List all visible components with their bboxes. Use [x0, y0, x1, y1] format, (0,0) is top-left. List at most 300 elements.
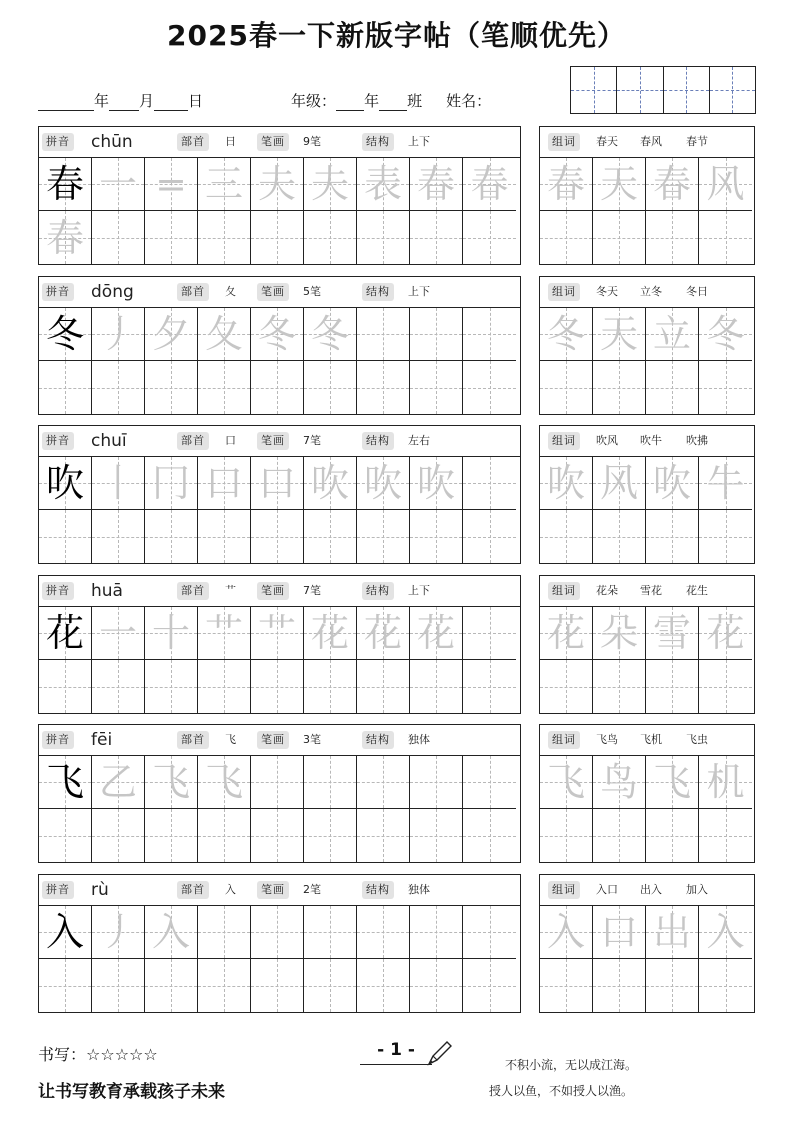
- grid-cell[interactable]: [92, 361, 145, 414]
- grid-cell[interactable]: [145, 959, 198, 1012]
- grid-cell[interactable]: [699, 756, 752, 809]
- grid-cell[interactable]: [39, 756, 92, 809]
- stroke-step-char: 夫: [257, 162, 296, 206]
- grid-cell[interactable]: [410, 660, 463, 713]
- grid-cell[interactable]: [699, 660, 752, 713]
- grid-cell[interactable]: [463, 959, 516, 1012]
- stroke-step-char: 十: [151, 611, 190, 655]
- grid-cell[interactable]: [304, 660, 357, 713]
- structure-value: 上下: [408, 135, 430, 148]
- grid-cell[interactable]: [92, 906, 145, 959]
- pinyin-value: chuī: [91, 431, 127, 451]
- words-block: [539, 425, 755, 564]
- grid-cell[interactable]: [463, 607, 516, 660]
- grid-cell[interactable]: [593, 607, 646, 660]
- grid-cell[interactable]: [593, 211, 646, 264]
- char-section: [38, 425, 754, 564]
- char-section: [38, 575, 754, 714]
- pinyin-tag: 拼音: [42, 133, 74, 151]
- radical-tag: 部首: [177, 432, 209, 450]
- grid-cell[interactable]: [410, 756, 463, 809]
- grid-cell[interactable]: [198, 308, 251, 361]
- grid-cell[interactable]: [540, 660, 593, 713]
- grid-cell[interactable]: [410, 308, 463, 361]
- stroke-step-char: 夂: [204, 312, 243, 356]
- grid-cell[interactable]: [646, 906, 699, 959]
- grid-cell[interactable]: [39, 361, 92, 414]
- strokes-value: 3笔: [303, 733, 321, 746]
- grid-cell[interactable]: [92, 809, 145, 862]
- grid-cell[interactable]: [39, 308, 92, 361]
- strokes-tag: 笔画: [257, 133, 289, 151]
- word-char: 吹: [546, 461, 585, 505]
- page-number: - 1 -: [360, 1040, 432, 1065]
- grid-cell[interactable]: [410, 211, 463, 264]
- char-section: [38, 724, 754, 863]
- pen-icon: [425, 1038, 455, 1068]
- grid-cell[interactable]: [198, 361, 251, 414]
- grid-cell[interactable]: [357, 906, 410, 959]
- grid-cell[interactable]: [540, 959, 593, 1012]
- rating-text: 书写：☆☆☆☆☆: [38, 1045, 158, 1064]
- grid-cell[interactable]: [39, 457, 92, 510]
- stroke-step-char: 乙: [98, 760, 137, 804]
- stroke-step-char: 丿: [98, 910, 137, 954]
- stroke-step-char: 春: [470, 162, 509, 206]
- strokes-value: 5笔: [303, 285, 321, 298]
- radical-tag: 部首: [177, 582, 209, 600]
- grid-cell[interactable]: [251, 756, 304, 809]
- month-blank[interactable]: [109, 94, 139, 111]
- model-char: 入: [45, 910, 84, 954]
- grid-cell[interactable]: [198, 510, 251, 563]
- structure-tag: 结构: [362, 582, 394, 600]
- stroke-step-char: 飞: [151, 760, 190, 804]
- stroke-step-char: 春: [416, 162, 455, 206]
- word-item: 春节: [686, 135, 708, 148]
- grid-cell[interactable]: [145, 457, 198, 510]
- strokes-tag: 笔画: [257, 283, 289, 301]
- grid-cell[interactable]: [357, 959, 410, 1012]
- grid-cell[interactable]: [357, 158, 410, 211]
- stroke-step-char: 丨: [98, 461, 137, 505]
- grid-cell[interactable]: [540, 457, 593, 510]
- radical-tag: 部首: [177, 881, 209, 899]
- grid-cell[interactable]: [198, 660, 251, 713]
- words-tag: 组词: [548, 881, 580, 899]
- structure-tag: 结构: [362, 432, 394, 450]
- structure-tag: 结构: [362, 881, 394, 899]
- page-title: 2025春一下新版字帖（笔顺优先）: [167, 19, 626, 52]
- grid-cell[interactable]: [145, 607, 198, 660]
- grid-cell[interactable]: [92, 756, 145, 809]
- grid-cell[interactable]: [699, 906, 752, 959]
- grid-cell[interactable]: [463, 809, 516, 862]
- grid-cell[interactable]: [251, 906, 304, 959]
- grid-cell[interactable]: [251, 809, 304, 862]
- grid-cell[interactable]: [198, 457, 251, 510]
- grid-cell[interactable]: [145, 361, 198, 414]
- word-char: 飞: [546, 760, 585, 804]
- word-char: 冬: [706, 312, 745, 356]
- grid-cell[interactable]: [251, 607, 304, 660]
- word-char: 飞: [652, 760, 691, 804]
- grid-cell[interactable]: [357, 308, 410, 361]
- grid-cell[interactable]: [540, 158, 593, 211]
- model-char: 飞: [45, 760, 84, 804]
- grid-cell[interactable]: [304, 361, 357, 414]
- grid-cell[interactable]: [410, 158, 463, 211]
- strokes-value: 7笔: [303, 584, 321, 597]
- radical-value: 艹: [225, 584, 236, 597]
- day-blank[interactable]: [154, 94, 188, 111]
- word-char: 机: [706, 760, 745, 804]
- grid-cell[interactable]: [357, 211, 410, 264]
- word-char: 入: [546, 910, 585, 954]
- words-tag: 组词: [548, 731, 580, 749]
- word-char: 朵: [599, 611, 638, 655]
- model-char: 吹: [45, 461, 84, 505]
- grid-cell[interactable]: [593, 361, 646, 414]
- stroke-step-char: 一: [98, 162, 137, 206]
- grid-cell[interactable]: [699, 510, 752, 563]
- class-label: 班: [407, 92, 423, 110]
- grid-cell[interactable]: [463, 361, 516, 414]
- info-header: [39, 576, 520, 607]
- structure-value: 独体: [408, 883, 430, 896]
- grid-cell[interactable]: [145, 158, 198, 211]
- grid-cell[interactable]: [39, 906, 92, 959]
- strokes-tag: 笔画: [257, 881, 289, 899]
- words-header: [540, 875, 754, 906]
- structure-tag: 结构: [362, 283, 394, 301]
- month-label: 月: [139, 92, 155, 110]
- structure-value: 上下: [408, 584, 430, 597]
- grid-cell[interactable]: [646, 361, 699, 414]
- grid-cell[interactable]: [145, 660, 198, 713]
- grid-cell[interactable]: [145, 906, 198, 959]
- stroke-step-char: 夕: [151, 312, 190, 356]
- grid-cell[interactable]: [540, 510, 593, 563]
- grid-cell[interactable]: [699, 457, 752, 510]
- pinyin-value: dōng: [91, 282, 134, 302]
- grid-cell[interactable]: [646, 607, 699, 660]
- word-item: 飞机: [640, 733, 662, 746]
- stroke-step-char: 花: [416, 611, 455, 655]
- structure-value: 左右: [408, 434, 430, 447]
- grid-cell[interactable]: [304, 959, 357, 1012]
- grid-cell[interactable]: [357, 809, 410, 862]
- grid-cell[interactable]: [593, 457, 646, 510]
- grid-cell[interactable]: [646, 660, 699, 713]
- word-char: 春: [652, 162, 691, 206]
- grid-cell[interactable]: [39, 660, 92, 713]
- stroke-step-char: 冂: [151, 461, 190, 505]
- char-section: [38, 874, 754, 1013]
- grid-cell[interactable]: [92, 607, 145, 660]
- year-label: 年: [94, 92, 110, 110]
- info-header: [39, 426, 520, 457]
- grid-cell[interactable]: [646, 510, 699, 563]
- class-blank[interactable]: [379, 94, 407, 111]
- stroke-step-char: 三: [204, 162, 243, 206]
- grid-cell[interactable]: [699, 308, 752, 361]
- grid-cell[interactable]: [357, 756, 410, 809]
- grid-cell[interactable]: [357, 660, 410, 713]
- grid-cell[interactable]: [540, 756, 593, 809]
- words-header: [540, 576, 754, 607]
- practice-block: [38, 276, 521, 415]
- practice-block: [38, 724, 521, 863]
- grid-cell[interactable]: [410, 809, 463, 862]
- grid-cell[interactable]: [304, 211, 357, 264]
- grid-cell[interactable]: [593, 308, 646, 361]
- grid-cell[interactable]: [463, 308, 516, 361]
- radical-value: 日: [225, 135, 236, 148]
- name-cell[interactable]: [710, 67, 755, 113]
- grid-cell[interactable]: [540, 906, 593, 959]
- word-item: 花生: [686, 584, 708, 597]
- word-char: 牛: [706, 461, 745, 505]
- grid-cell[interactable]: [357, 457, 410, 510]
- grid-cell[interactable]: [540, 211, 593, 264]
- word-item: 入口: [596, 883, 618, 896]
- stroke-step-char: 夫: [310, 162, 349, 206]
- grid-cell[interactable]: [699, 158, 752, 211]
- grid-cell[interactable]: [304, 756, 357, 809]
- grid-cell[interactable]: [646, 457, 699, 510]
- word-char: 风: [599, 461, 638, 505]
- grid-cell[interactable]: [198, 959, 251, 1012]
- grid-cell[interactable]: [92, 158, 145, 211]
- quote-line-2: 授人以鱼，不如授人以渔。: [489, 1084, 634, 1098]
- grid-cell[interactable]: [39, 158, 92, 211]
- grid-cell[interactable]: [410, 361, 463, 414]
- word-item: 飞虫: [686, 733, 708, 746]
- word-item: 冬日: [686, 285, 708, 298]
- grid-cell[interactable]: [39, 211, 92, 264]
- grid-cell[interactable]: [251, 308, 304, 361]
- structure-tag: 结构: [362, 731, 394, 749]
- stroke-step-char: 吹: [363, 461, 402, 505]
- word-char: 鸟: [599, 760, 638, 804]
- stroke-step-char: 吹: [416, 461, 455, 505]
- practice-block: [38, 575, 521, 714]
- stroke-step-char: 口: [204, 461, 243, 505]
- stroke-step-char: 艹: [204, 611, 243, 655]
- grid-cell[interactable]: [540, 809, 593, 862]
- grid-cell[interactable]: [304, 607, 357, 660]
- grid-cell[interactable]: [593, 660, 646, 713]
- grid-cell[interactable]: [540, 361, 593, 414]
- char-section: [38, 126, 754, 265]
- word-item: 春风: [640, 135, 662, 148]
- name-cell[interactable]: [571, 67, 617, 113]
- grid-cell[interactable]: [646, 308, 699, 361]
- grid-cell[interactable]: [410, 510, 463, 563]
- word-item: 吹牛: [640, 434, 662, 447]
- grade-year-label: 年: [364, 92, 380, 110]
- grid-cell[interactable]: [410, 906, 463, 959]
- word-char: 口: [599, 910, 638, 954]
- grade-blank[interactable]: [336, 94, 364, 111]
- grid-cell[interactable]: [463, 906, 516, 959]
- name-cell[interactable]: [664, 67, 710, 113]
- grid-cell[interactable]: [463, 158, 516, 211]
- grid-cell[interactable]: [39, 607, 92, 660]
- grid-cell[interactable]: [357, 510, 410, 563]
- grid-cell[interactable]: [145, 510, 198, 563]
- pinyin-value: huā: [91, 581, 123, 601]
- stroke-step-char: 花: [363, 611, 402, 655]
- info-header: [39, 725, 520, 756]
- grid-cell[interactable]: [463, 660, 516, 713]
- grid-cell[interactable]: [145, 756, 198, 809]
- grid-cell[interactable]: [39, 510, 92, 563]
- stroke-step-char: =: [155, 162, 187, 206]
- words-header: [540, 725, 754, 756]
- grid-cell[interactable]: [198, 211, 251, 264]
- words-tag: 组词: [548, 283, 580, 301]
- grid-cell[interactable]: [92, 510, 145, 563]
- grid-cell[interactable]: [251, 660, 304, 713]
- grid-cell[interactable]: [540, 607, 593, 660]
- grid-cell[interactable]: [540, 308, 593, 361]
- words-header: [540, 127, 754, 158]
- info-header: [39, 277, 520, 308]
- grid-cell[interactable]: [699, 809, 752, 862]
- word-char: 雪: [652, 611, 691, 655]
- quote-line-1: 不积小流，无以成江海。: [505, 1058, 638, 1072]
- grid-cell[interactable]: [251, 211, 304, 264]
- stroke-step-char: 入: [151, 910, 190, 954]
- grid-cell[interactable]: [198, 158, 251, 211]
- grid-cell[interactable]: [593, 809, 646, 862]
- stroke-step-char: 冬: [310, 312, 349, 356]
- grid-cell[interactable]: [198, 906, 251, 959]
- word-char: 春: [546, 162, 585, 206]
- word-item: 飞鸟: [596, 733, 618, 746]
- grid-cell[interactable]: [92, 959, 145, 1012]
- strokes-tag: 笔画: [257, 582, 289, 600]
- words-block: [539, 126, 755, 265]
- radical-value: 飞: [225, 733, 236, 746]
- stroke-step-char: 口: [257, 461, 296, 505]
- grid-cell[interactable]: [463, 756, 516, 809]
- grid-cell[interactable]: [304, 457, 357, 510]
- practice-block: [38, 425, 521, 564]
- grid-cell[interactable]: [39, 809, 92, 862]
- grid-cell[interactable]: [699, 959, 752, 1012]
- stroke-step-char: 飞: [204, 760, 243, 804]
- grid-cell[interactable]: [357, 607, 410, 660]
- practice-block: [38, 126, 521, 265]
- grid-cell[interactable]: [593, 158, 646, 211]
- word-item: 春天: [596, 135, 618, 148]
- grid-cell[interactable]: [463, 457, 516, 510]
- grid-cell[interactable]: [463, 510, 516, 563]
- grid-cell[interactable]: [646, 756, 699, 809]
- stroke-step-char: 一: [98, 611, 137, 655]
- grid-cell[interactable]: [304, 809, 357, 862]
- grid-cell[interactable]: [198, 809, 251, 862]
- grid-cell[interactable]: [646, 211, 699, 264]
- grid-cell[interactable]: [304, 308, 357, 361]
- grid-cell[interactable]: [92, 308, 145, 361]
- word-char: 吹: [652, 461, 691, 505]
- grid-cell[interactable]: [646, 158, 699, 211]
- pinyin-value: rù: [91, 880, 109, 900]
- grid-cell[interactable]: [357, 361, 410, 414]
- name-grid[interactable]: [570, 66, 756, 114]
- grid-cell[interactable]: [646, 809, 699, 862]
- practice-block: [38, 874, 521, 1013]
- name-cell[interactable]: [617, 67, 663, 113]
- grid-cell[interactable]: [410, 959, 463, 1012]
- grid-cell[interactable]: [251, 510, 304, 563]
- words-block: [539, 575, 755, 714]
- radical-tag: 部首: [177, 133, 209, 151]
- grid-cell[interactable]: [145, 809, 198, 862]
- grid-cell[interactable]: [593, 906, 646, 959]
- grid-cell[interactable]: [251, 361, 304, 414]
- date-line: [38, 90, 491, 111]
- pinyin-value: fēi: [91, 730, 113, 750]
- grid-cell[interactable]: [646, 959, 699, 1012]
- pinyin-tag: 拼音: [42, 283, 74, 301]
- word-item: 吹风: [596, 434, 618, 447]
- grid-cell[interactable]: [304, 158, 357, 211]
- grid-cell[interactable]: [251, 457, 304, 510]
- word-char: 花: [546, 611, 585, 655]
- grid-cell[interactable]: [39, 959, 92, 1012]
- words-tag: 组词: [548, 432, 580, 450]
- strokes-value: 9笔: [303, 135, 321, 148]
- grid-cell[interactable]: [92, 660, 145, 713]
- grid-cell[interactable]: [593, 959, 646, 1012]
- word-char: 出: [652, 910, 691, 954]
- grid-cell[interactable]: [410, 457, 463, 510]
- structure-value: 独体: [408, 733, 430, 746]
- strokes-value: 2笔: [303, 883, 321, 896]
- info-header: [39, 875, 520, 906]
- grid-cell[interactable]: [145, 211, 198, 264]
- grid-cell[interactable]: [251, 959, 304, 1012]
- words-tag: 组词: [548, 582, 580, 600]
- grid-cell[interactable]: [699, 607, 752, 660]
- grid-cell[interactable]: [304, 906, 357, 959]
- grid-cell[interactable]: [304, 510, 357, 563]
- grid-cell[interactable]: [92, 457, 145, 510]
- stroke-step-char: 冬: [257, 312, 296, 356]
- year-blank[interactable]: [38, 94, 94, 111]
- grid-cell[interactable]: [198, 607, 251, 660]
- stroke-step-char: 丿: [98, 312, 137, 356]
- grade-label: 年级：: [291, 92, 337, 110]
- grid-cell[interactable]: [699, 211, 752, 264]
- grid-cell[interactable]: [198, 756, 251, 809]
- structure-value: 上下: [408, 285, 430, 298]
- word-item: 加入: [686, 883, 708, 896]
- grid-cell[interactable]: [145, 308, 198, 361]
- grid-cell[interactable]: [463, 211, 516, 264]
- grid-cell[interactable]: [593, 756, 646, 809]
- grid-cell[interactable]: [92, 211, 145, 264]
- grid-cell[interactable]: [699, 361, 752, 414]
- grid-cell[interactable]: [410, 607, 463, 660]
- grid-cell[interactable]: [251, 158, 304, 211]
- grid-cell[interactable]: [593, 510, 646, 563]
